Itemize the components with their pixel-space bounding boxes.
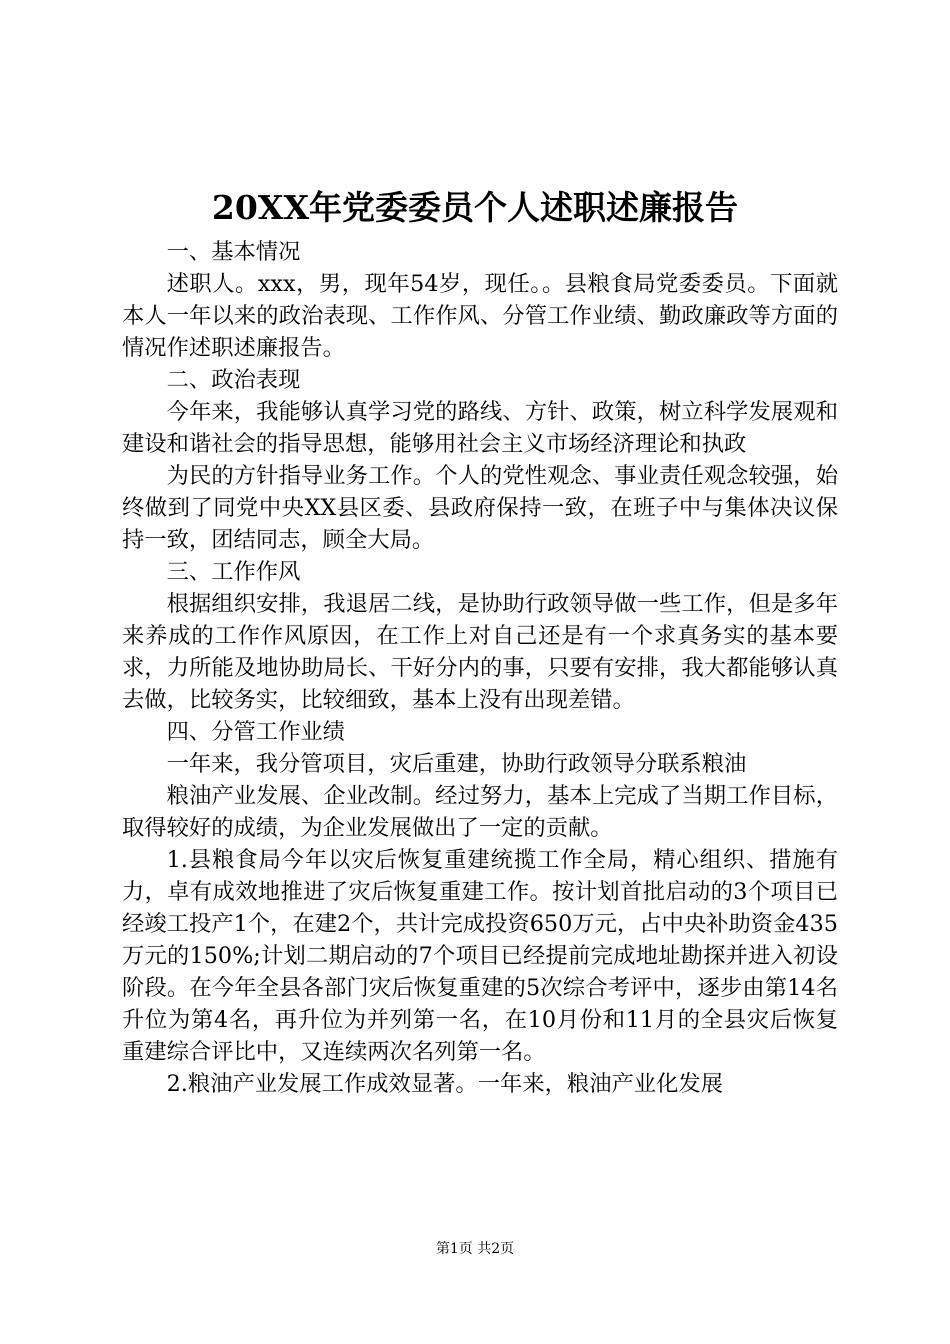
document-body xyxy=(122,236,838,1100)
section-heading: 一、基本情况 xyxy=(166,239,301,265)
paragraph: 2.粮油产业发展工作成效显著。一年来，粮油产业化发展 xyxy=(166,1071,723,1097)
document-title: 20XX年党委委员个人述职述廉报告 xyxy=(211,188,739,227)
paragraph: 为民的方针指导业务工作。个人的党性观念、事业责任观念较强，始终做到了同党中央XX县区委、县政府保持一致，在班子中与集体决议保持一致，团结同志，顾全大局。 xyxy=(122,463,838,553)
paragraph: 1.县粮食局今年以灾后恢复重建统揽工作全局，精心组织、措施有力，卓有成效地推进了灾后恢复重建工作。按计划首批启动的3个项目已经竣工投产1个，在建2个，共计完成投资650万元，占中央补助资金435万元的150%;计划二期启动的7个项目已经提前完成地址勘探并进入初设阶段。在今年全县各部门灾后恢复重建的5次综合考评中，逐步由第14名升位为第4名，再升位为并列第一名，在10月份和11月的全县灾后恢复重建综合评比中，又连续两次名列第一名。 xyxy=(122,847,838,1065)
paragraph: 今年来，我能够认真学习党的路线、方针、政策，树立科学发展观和建设和谐社会的指导思想，能够用社会主义市场经济理论和执政 xyxy=(122,399,838,457)
paragraph: 述职人。xxx，男，现年54岁，现任。。县粮食局党委委员。下面就本人一年以来的政治表现、工作作风、分管工作业绩、勤政廉政等方面的情况作述职述廉报告。 xyxy=(122,271,838,361)
paragraph: 根据组织安排，我退居二线，是协助行政领导做一些工作，但是多年来养成的工作作风原因，在工作上对自己还是有一个求真务实的基本要求，力所能及地协助局长、干好分内的事，只要有安排，我大都能够认真去做，比较务实，比较细致，基本上没有出现差错。 xyxy=(122,591,838,713)
paragraph: 粮油产业发展、企业改制。经过努力，基本上完成了当期工作目标，取得较好的成绩，为企业发展做出了一定的贡献。 xyxy=(122,783,838,841)
section-heading: 二、政治表现 xyxy=(166,367,301,393)
page-number: 第1页 共2页 xyxy=(435,1241,515,1257)
paragraph: 一年来，我分管项目，灾后重建，协助行政领导分联系粮油 xyxy=(166,751,747,777)
section-heading: 三、工作作风 xyxy=(166,559,301,585)
section-heading: 四、分管工作业绩 xyxy=(166,719,345,745)
